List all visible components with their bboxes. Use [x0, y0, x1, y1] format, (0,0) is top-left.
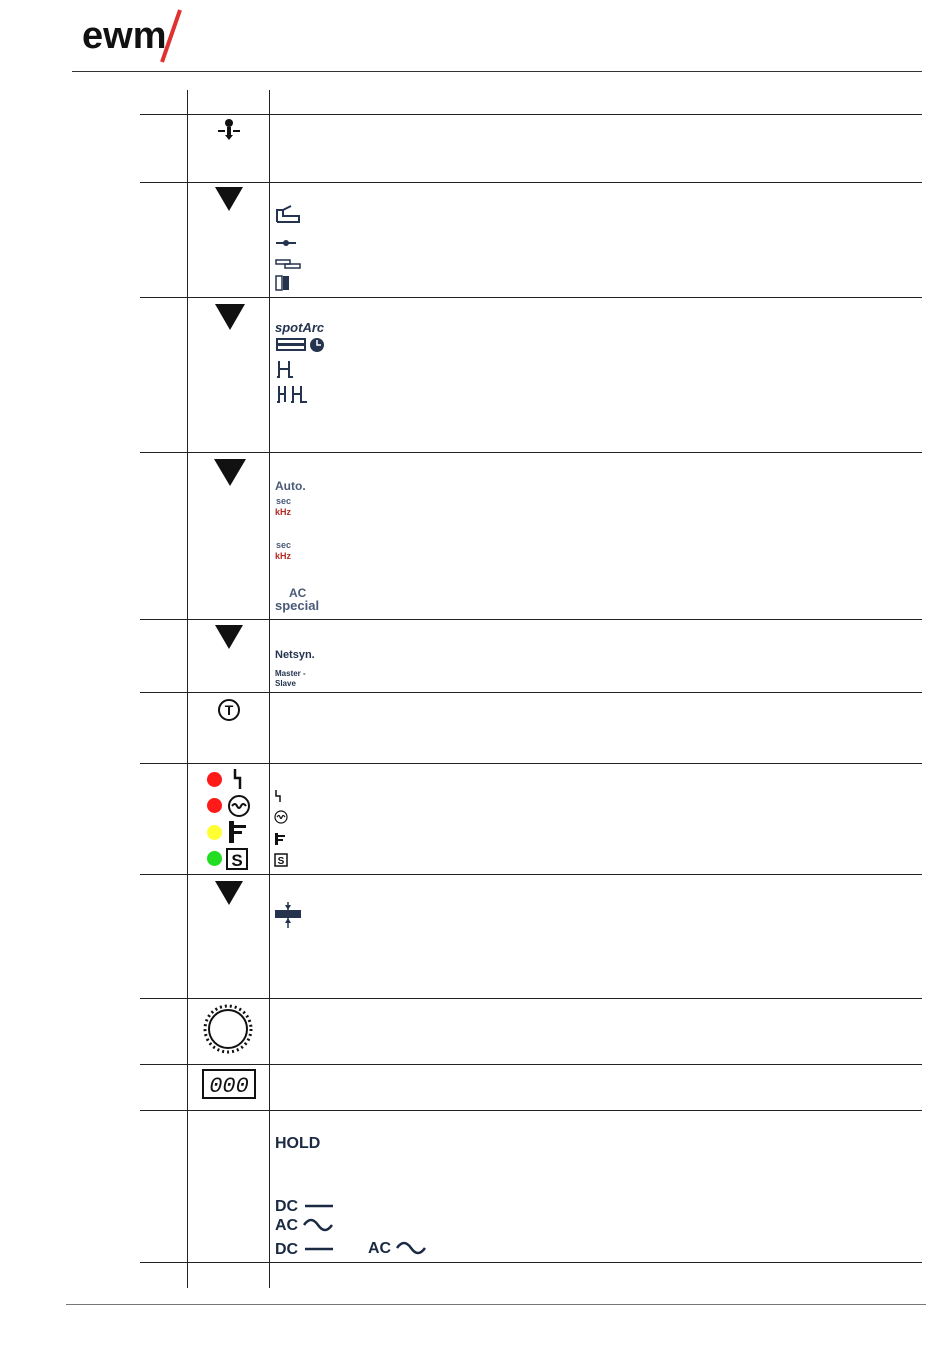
- butt-joint-icon: [275, 238, 297, 248]
- spot-timer-icon: [275, 336, 327, 354]
- master-label: Master -: [275, 669, 306, 678]
- led-red: [207, 772, 222, 787]
- khz-label: kHz: [275, 507, 292, 517]
- dc-line-icon: [305, 1200, 333, 1210]
- row-divider: [140, 619, 922, 620]
- fault-icon: [232, 768, 242, 790]
- s-small-icon: [274, 853, 288, 867]
- special-label: special: [275, 598, 320, 613]
- svg-text:000: 000: [209, 1074, 249, 1099]
- arrow-down-icon: [215, 304, 245, 330]
- footer-divider: [66, 1304, 926, 1305]
- arrow-down-icon: [214, 459, 246, 486]
- two-cycle-icon: [275, 359, 295, 379]
- gas-test-icon: [216, 118, 242, 140]
- row-divider: [140, 998, 922, 999]
- row-divider: [140, 692, 922, 693]
- workpiece-icon: [275, 204, 301, 224]
- dc-line-icon: [305, 1243, 333, 1253]
- table-column-divider: [187, 90, 188, 1288]
- netsyn-label: Netsyn.: [275, 649, 315, 661]
- led-green: [207, 851, 222, 866]
- digital-display-icon: [202, 1069, 256, 1099]
- arrow-down-icon: [215, 881, 243, 905]
- row-divider: [140, 1064, 922, 1065]
- table-column-divider: [269, 90, 270, 1288]
- ac-wave-icon: [396, 1240, 426, 1256]
- ewm-logo: [82, 8, 212, 64]
- arrow-down-icon: [215, 187, 243, 211]
- overtemp-small-icon: [274, 810, 288, 824]
- row-divider: [140, 874, 922, 875]
- header-divider: [72, 71, 922, 72]
- slave-label: Slave: [275, 679, 296, 688]
- sec-label: sec: [276, 496, 292, 506]
- row-divider: [140, 182, 922, 183]
- auto-label: Auto.: [275, 479, 306, 493]
- row-divider: [140, 452, 922, 453]
- control-knob-icon: [203, 1003, 253, 1055]
- led-red: [207, 798, 222, 813]
- row-divider: [140, 1110, 922, 1111]
- svg-text:T: T: [224, 702, 234, 718]
- edge-joint-icon: [275, 275, 291, 291]
- arrow-down-icon: [215, 625, 243, 649]
- ac-wave-icon: [303, 1217, 333, 1233]
- khz-label: kHz: [275, 551, 292, 561]
- ac-label: AC: [289, 586, 307, 600]
- logo-text: ewm: [82, 15, 167, 57]
- svg-text:S: S: [277, 856, 285, 867]
- t-button-icon: [217, 698, 241, 722]
- svg-text:S: S: [231, 851, 243, 870]
- ac-label: AC: [368, 1240, 392, 1257]
- overtemp-icon: [227, 794, 251, 818]
- row-divider: [140, 1262, 922, 1263]
- led-yellow: [207, 825, 222, 840]
- row-divider: [140, 114, 922, 115]
- sec-label: sec: [276, 540, 292, 550]
- dc-label: DC: [275, 1241, 299, 1258]
- s-symbol-icon: [226, 848, 248, 870]
- fault-small-icon: [274, 789, 282, 803]
- hold-label: HOLD: [275, 1135, 321, 1152]
- four-cycle-icon: [275, 384, 309, 404]
- row-divider: [140, 297, 922, 298]
- spotarc-label: spotArc: [275, 320, 325, 335]
- material-thickness-icon: [274, 902, 302, 928]
- dc-label: DC: [275, 1198, 299, 1215]
- torch-small-icon: [274, 832, 286, 846]
- torch-icon: [228, 820, 248, 844]
- lap-joint-icon: [275, 258, 301, 270]
- ac-label: AC: [275, 1217, 299, 1234]
- row-divider: [140, 763, 922, 764]
